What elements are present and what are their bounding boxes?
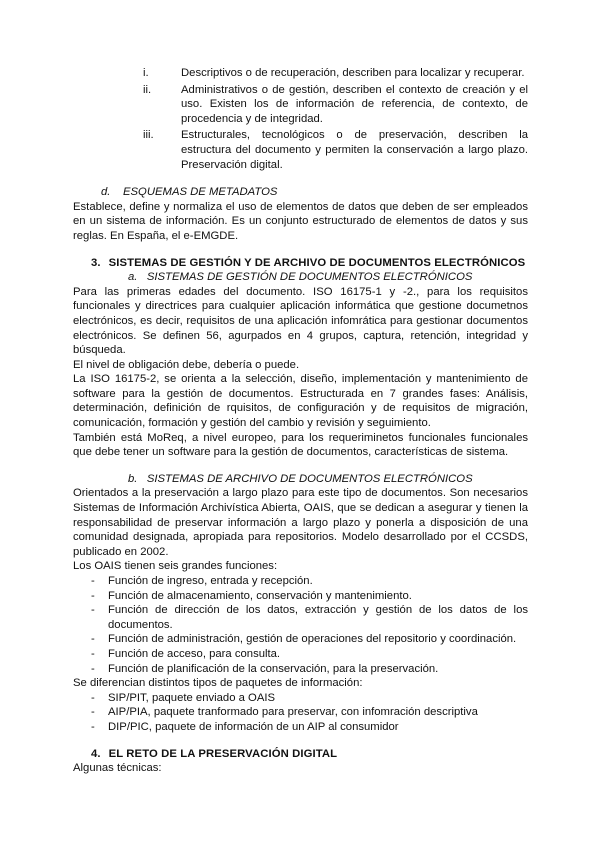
section-d-letter: d. (101, 186, 111, 199)
section-3a-paragraph-1: Para las primeras edades del documento. ISO 16175-1 y -2., para los requisitos funcionales y directrices para cualquier aplicación informática que gestione documetnos electrónicos, es decir, requisitos de una aplicación infomrática para gestionar documentos electrónicos. Se definen 56, agurpados en 4 grupos, captura, retención, integridad y búsqueda. (73, 285, 528, 357)
section-3a-title: SISTEMAS DE GESTIÓN DE DOCUMENTOS ELECTRÓNICOS (146, 271, 473, 284)
section-d-heading (73, 185, 528, 200)
list-text: Estructurales, tecnológicos o de preservación, describen la estructura del documento y permiten la conservación a largo plazo. Preservación digital. (181, 129, 528, 171)
section-4-number: 4. (91, 747, 101, 760)
section-3a-heading (73, 270, 528, 285)
section-d-title: ESQUEMAS DE METADATOS (122, 186, 278, 199)
section-3-number: 3. (91, 256, 101, 269)
section-3a-paragraph-3: La ISO 16175-2, se orienta a la selección, diseño, implementación y mantenimiento de software para la gestión de documentos. Estructurada en 7 grandes fases: Análisis, determinación, definición de rquisitos, de configuración y de requisitos de migración, comunicación, formación y gestión del cambio y revisión y seguimiento. (73, 373, 528, 430)
list-number: ii. (143, 83, 152, 96)
list-item (73, 128, 528, 172)
section-3b-letter: b. (128, 472, 138, 485)
list-text: Descriptivos o de recuperación, describen para localizar y recuperar. (181, 67, 525, 79)
list-text: Administrativos o de gestión, describen el contexto de creación y el uso. Existen los de información de referencia, de contexto, de procedencia y de integridad. (181, 83, 528, 125)
section-d-body: Establece, define y normaliza el uso de elementos de datos que deben de ser empleados en un sistema de información. Es un conjunto estructurado de elementos de datos y sus reglas. En España, el e-EMGDE. (73, 200, 528, 242)
list-item: - AIP/PIA, paquete tranformado para preservar, con infomración descriptiva (73, 705, 528, 720)
section-3a-paragraph-4: También está MoReq, a nivel europeo, para los requeriminetos funcionales funcionales que debe tener un software para la gestión de documentos, características de sistema. (73, 431, 528, 459)
section-3b-title: SISTEMAS DE ARCHIVO DE DOCUMENTOS ELECTRÓNICOS (146, 472, 473, 485)
list-item: - Función de dirección de los datos, extracción y gestión de los datos de los documentos. (73, 603, 528, 632)
section-4-intro: Algunas técnicas: (73, 762, 162, 775)
list-item: - Función de ingreso, entrada y recepción. (73, 574, 528, 589)
section-3a-paragraph-2: El nivel de obligación debe, debería o puede. (73, 358, 300, 371)
list-item: - SIP/PIT, paquete enviado a OAIS (73, 691, 528, 706)
document-page (73, 66, 528, 776)
section-3b-heading (73, 472, 528, 487)
section-3b-paragraph-1: Orientados a la preservación a largo plazo para este tipo de documentos. Son necesarios Sistemas de Información Archivística Abierta, OAIS, que se dedican a asegurar y tienen la responsabilidad de preservar información a largo plazo y ponerla a disposición de una comunidad designada, apropiada para repositorios. Modelo desarrollado por el CCSDS, publicado en 2002. (73, 487, 528, 558)
list-number: iii. (143, 129, 154, 142)
list-item: - DIP/PIC, paquete de información de un AIP al consumidor (73, 720, 528, 735)
list-item (73, 66, 528, 81)
list-item: - Función de acceso, para consulta. (73, 647, 528, 662)
section-4-title: EL RETO DE LA PRESERVACIÓN DIGITAL (108, 747, 338, 760)
list-item: - Función de almacenamiento, conservación y mantenimiento. (73, 589, 528, 604)
section-3-title: SISTEMAS DE GESTIÓN Y DE ARCHIVO DE DOCUMENTOS ELECTRÓNICOS (108, 256, 526, 269)
list-item: - Función de administración, gestión de operaciones del repositorio y coordinación. (73, 632, 528, 647)
section-3-heading (73, 256, 528, 271)
section-3a-letter: a. (128, 271, 138, 284)
packages-list (73, 691, 528, 735)
list-item (73, 83, 528, 127)
list-number: i. (143, 67, 149, 79)
oais-functions-intro: Los OAIS tienen seis grandes funciones: (73, 560, 278, 573)
metadata-types-list (73, 66, 528, 172)
list-item: - Función de planificación de la conservación, para la preservación. (73, 662, 528, 677)
packages-intro: Se diferencian distintos tipos de paquetes de información: (73, 677, 363, 690)
oais-functions-list (73, 574, 528, 676)
section-4-heading (73, 747, 528, 762)
